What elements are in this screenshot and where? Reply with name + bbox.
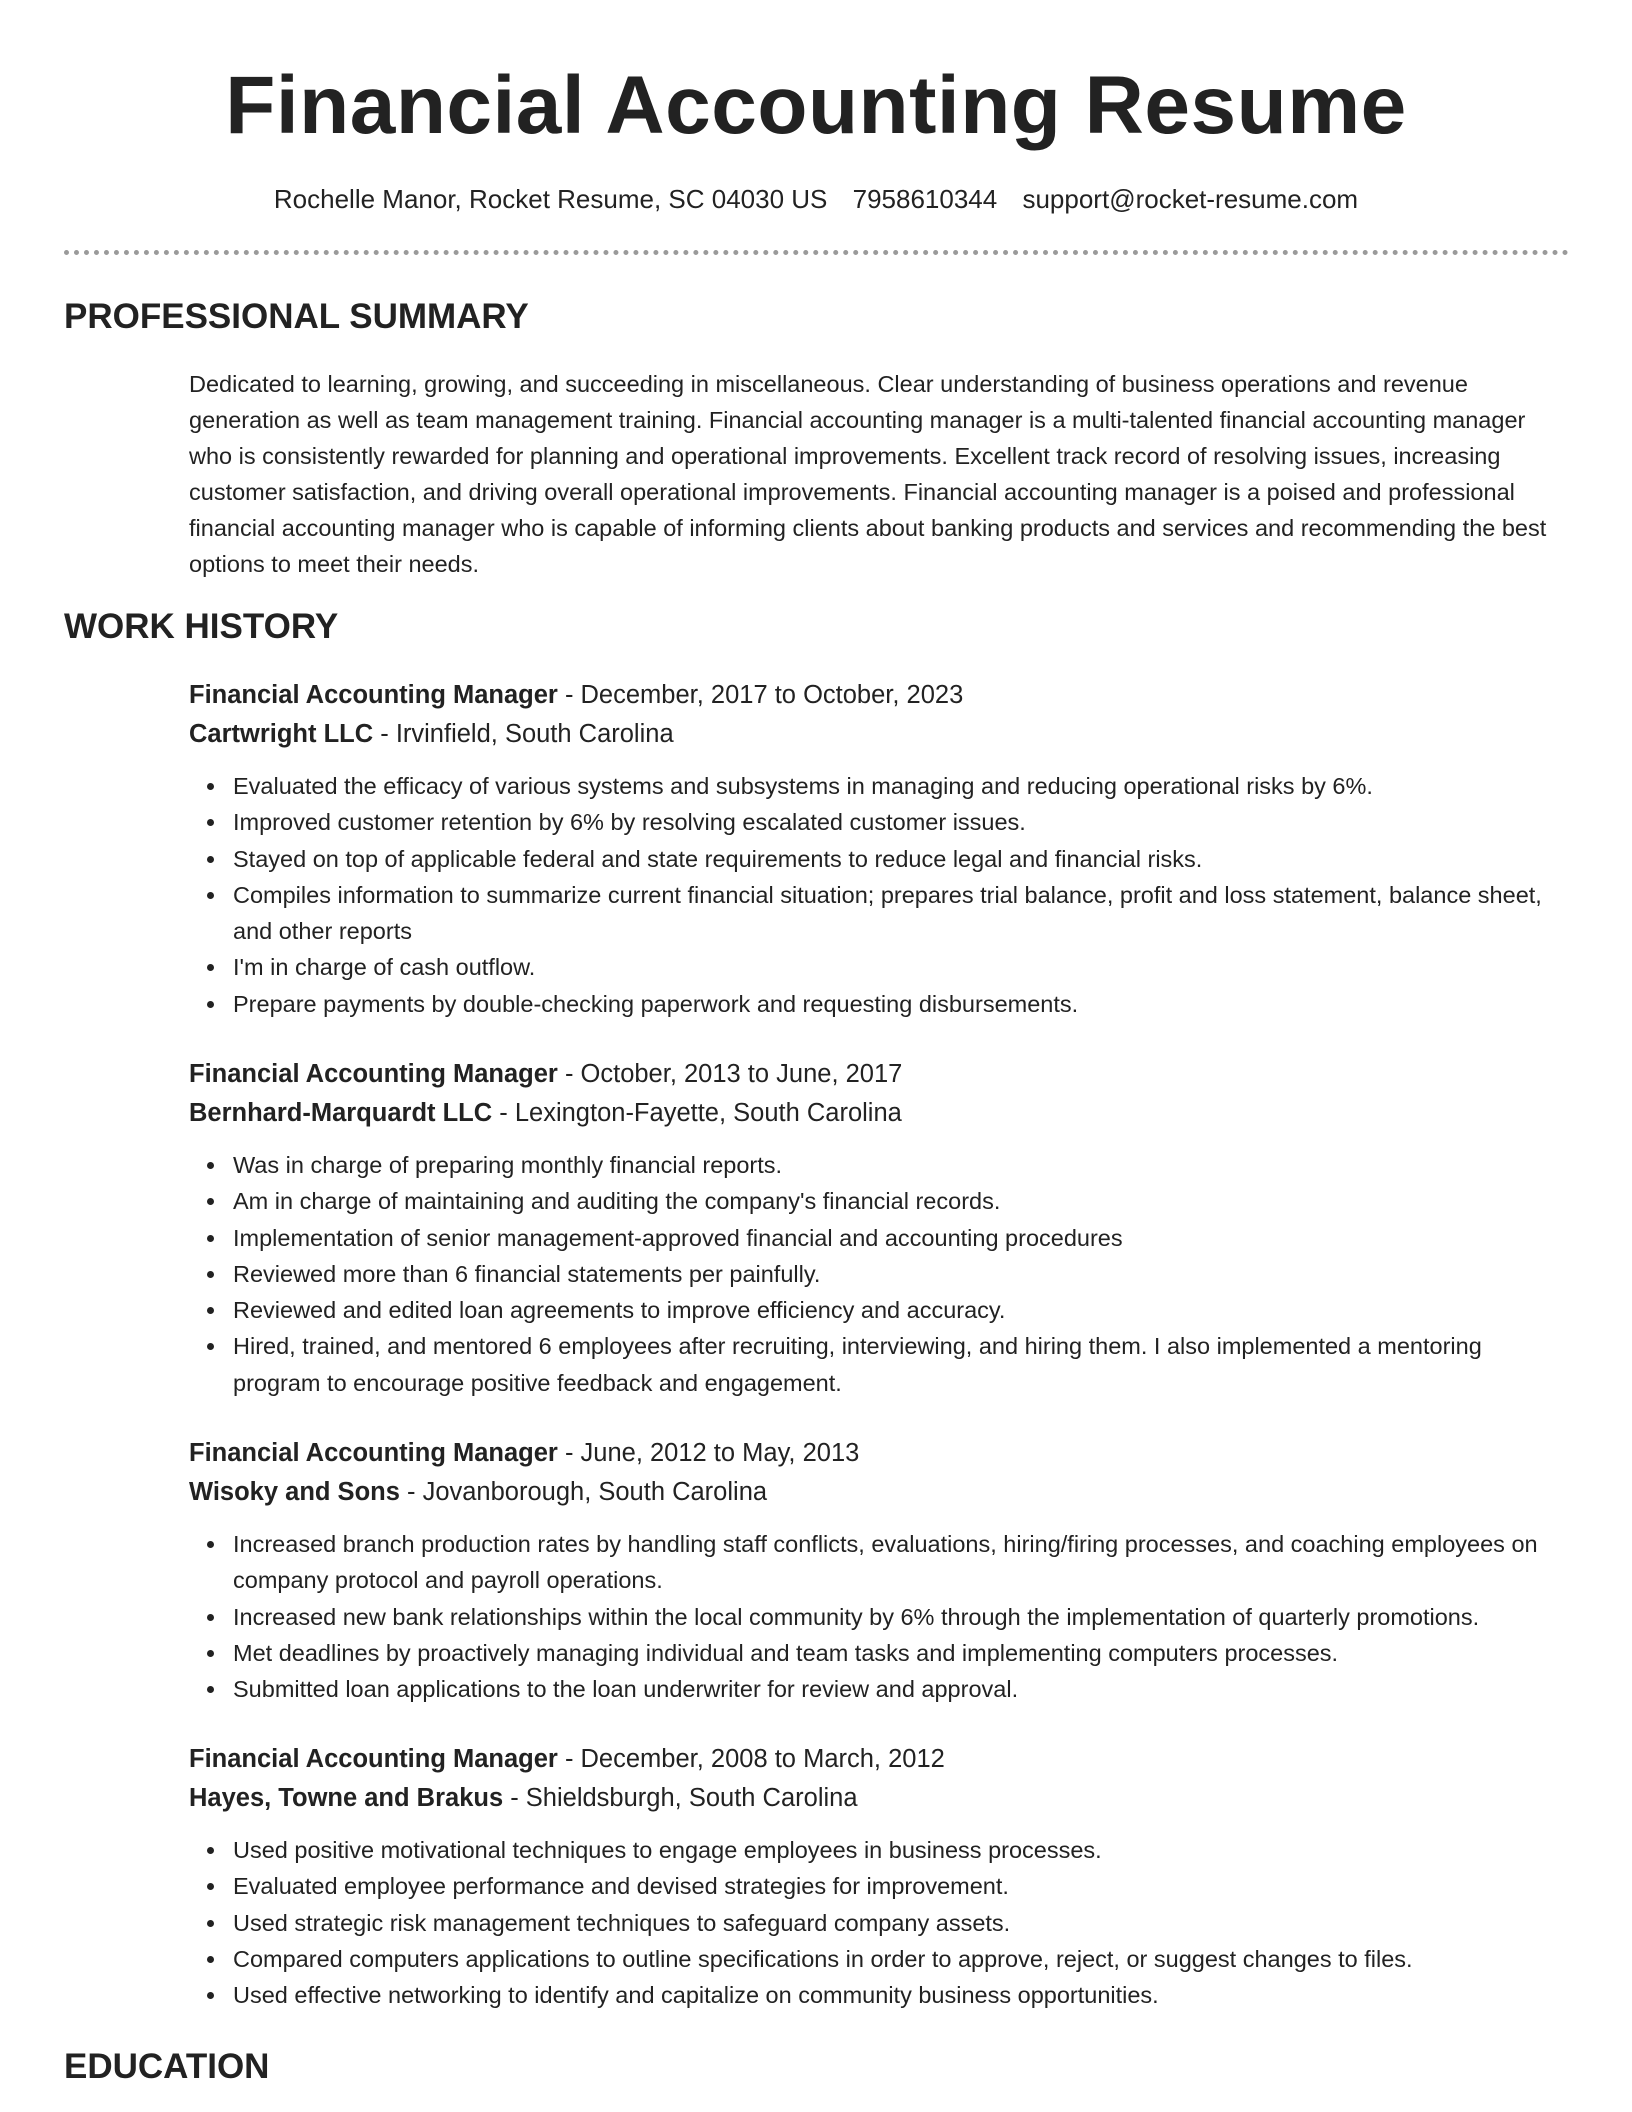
job-entry	[189, 1055, 1569, 1401]
job-company-line	[189, 1473, 1569, 1512]
job-title-line	[189, 676, 1569, 715]
job-bullet	[189, 1220, 1569, 1256]
job-bullet	[189, 1635, 1569, 1671]
job-bullet	[189, 986, 1569, 1022]
bullet-dot-icon	[207, 1235, 214, 1242]
header-divider	[64, 250, 1569, 255]
bullet-dot-icon	[207, 1686, 214, 1693]
job-bullet	[189, 1941, 1569, 1977]
bullet-dot-icon	[207, 1956, 214, 1963]
job-bullet	[189, 1905, 1569, 1941]
bullet-dot-icon	[207, 1198, 214, 1205]
contact-phone: 7958610344	[852, 184, 998, 214]
job-bullet-text: Evaluated employee performance and devised strategies for improvement.	[233, 1873, 1009, 1900]
job-bullet-text: I'm in charge of cash outflow.	[233, 954, 536, 981]
job-title-line	[189, 1434, 1569, 1473]
job-bullet-text: Compiles information to summarize current financial situation; prepares trial balance, profit and loss statement, balance sheet, and other reports	[233, 881, 1542, 945]
bullet-dot-icon	[207, 1614, 214, 1621]
job-location: - Shieldsburgh, South Carolina	[503, 1784, 858, 1812]
job-bullet-text: Was in charge of preparing monthly financial reports.	[233, 1152, 783, 1178]
bullet-dot-icon	[207, 1883, 214, 1890]
job-bullet-text: Submitted loan applications to the loan underwriter for review and approval.	[233, 1676, 1019, 1703]
bullet-dot-icon	[207, 1271, 214, 1278]
contact-email: support@rocket-resume.com	[1022, 184, 1359, 214]
job-dates: - December, 2017 to October, 2023	[557, 681, 964, 709]
bullet-dot-icon	[207, 1307, 214, 1314]
bullet-dot-icon	[207, 1920, 214, 1927]
job-bullet-text: Am in charge of maintaining and auditing the company's financial records.	[233, 1188, 1001, 1215]
job-bullet	[189, 877, 1569, 950]
job-location: - Lexington-Fayette, South Carolina	[492, 1099, 902, 1127]
bullet-dot-icon	[207, 856, 214, 863]
job-bullet-list	[189, 1147, 1569, 1401]
job-bullet	[189, 1292, 1569, 1328]
job-title-line	[189, 1055, 1569, 1094]
job-bullet-text: Improved customer retention by 6% by resolving escalated customer issues.	[233, 809, 1026, 836]
job-company: Hayes, Towne and Brakus	[189, 1784, 504, 1812]
job-bullet-text: Reviewed more than 6 financial statements per painfully.	[233, 1260, 821, 1287]
job-bullet	[189, 768, 1569, 804]
job-location: - Jovanborough, South Carolina	[399, 1478, 768, 1506]
job-title-line	[189, 1740, 1569, 1779]
job-bullet	[189, 841, 1569, 877]
resume-title: Financial Accounting Resume	[225, 60, 1407, 151]
job-dates: - December, 2008 to March, 2012	[557, 1745, 945, 1773]
job-bullet-text: Compared computers applications to outline specifications in order to approve, reject, or suggest changes to files.	[233, 1945, 1413, 1972]
professional-summary-text: Dedicated to learning, growing, and succeeding in miscellaneous. Clear understanding of business operations and revenue generation as well as team management training. Financial accounting manager is a multi-talented financial accounting manager who is consistently rewarded for planning and operational improvements. Excellent track record of resolving issues, increasing customer satisfaction, and driving overall operational improvements. Financial accounting manager is a poised and professional financial accounting manager who is capable of informing clients about banking products and services and recommending the best options to meet their needs.	[189, 371, 1547, 577]
contact-address: Rochelle Manor, Rocket Resume, SC 04030 US	[273, 184, 828, 214]
job-bullet	[189, 1671, 1569, 1707]
job-bullet	[189, 1147, 1569, 1183]
job-bullet-text: Implementation of senior management-approved financial and accounting procedures	[233, 1224, 1123, 1251]
job-title: Financial Accounting Manager	[189, 1745, 558, 1773]
job-bullet	[189, 1183, 1569, 1219]
job-bullet	[189, 1256, 1569, 1292]
job-bullet	[189, 804, 1569, 840]
bullet-dot-icon	[207, 964, 214, 971]
bullet-dot-icon	[207, 1650, 214, 1657]
job-bullet-text: Increased new bank relationships within the local community by 6% through the implementation of quarterly promotions.	[233, 1603, 1480, 1630]
job-entry	[189, 676, 1569, 1022]
job-title: Financial Accounting Manager	[189, 681, 558, 709]
job-entry	[189, 1434, 1569, 1707]
bullet-dot-icon	[207, 783, 214, 790]
section-heading-work-history: WORK HISTORY	[64, 607, 339, 646]
job-bullet-list	[189, 1832, 1569, 2013]
job-bullet-text: Met deadlines by proactively managing individual and team tasks and implementing computers processes.	[233, 1639, 1339, 1666]
job-bullet-text: Used strategic risk management techniques to safeguard company assets.	[233, 1909, 1011, 1936]
job-bullet	[189, 1868, 1569, 1904]
bullet-dot-icon	[207, 1162, 214, 1169]
bullet-dot-icon	[207, 1992, 214, 1999]
job-bullet	[189, 1599, 1569, 1635]
bullet-dot-icon	[207, 1847, 214, 1854]
job-bullet-text: Used positive motivational techniques to engage employees in business processes.	[233, 1837, 1102, 1863]
job-title: Financial Accounting Manager	[189, 1060, 558, 1088]
job-company-line	[189, 715, 1569, 754]
section-heading-education: EDUCATION	[64, 2047, 270, 2086]
job-location: - Irvinfield, South Carolina	[373, 720, 674, 748]
job-title: Financial Accounting Manager	[189, 1439, 558, 1467]
job-bullet-text: Used effective networking to identify and capitalize on community business opportunities.	[233, 1982, 1159, 2009]
job-company: Wisoky and Sons	[189, 1478, 400, 1506]
job-company: Cartwright LLC	[189, 720, 374, 748]
bullet-dot-icon	[207, 1001, 214, 1008]
job-bullet-text: Evaluated the efficacy of various systems and subsystems in managing and reducing operational risks by 6%.	[233, 773, 1373, 799]
job-bullet	[189, 949, 1569, 985]
bullet-dot-icon	[207, 892, 214, 899]
job-bullet-text: Prepare payments by double-checking paperwork and requesting disbursements.	[233, 990, 1079, 1017]
bullet-dot-icon	[207, 819, 214, 826]
job-company-line	[189, 1094, 1569, 1133]
job-company-line	[189, 1779, 1569, 1818]
contact-line	[0, 182, 1632, 216]
job-bullet	[189, 1526, 1569, 1599]
job-entry	[189, 1740, 1569, 2013]
section-heading-professional-summary: PROFESSIONAL SUMMARY	[64, 297, 529, 336]
bullet-dot-icon	[207, 1541, 214, 1548]
job-bullet-text: Stayed on top of applicable federal and state requirements to reduce legal and financial risks.	[233, 845, 1203, 872]
job-dates: - June, 2012 to May, 2013	[557, 1439, 860, 1467]
job-bullet-list	[189, 1526, 1569, 1707]
job-bullet	[189, 1328, 1569, 1401]
job-bullet-text: Hired, trained, and mentored 6 employees after recruiting, interviewing, and hiring them. I also implemented a mentoring program to encourage positive feedback and engagement.	[233, 1333, 1482, 1396]
job-bullet	[189, 1977, 1569, 2013]
job-bullet	[189, 1832, 1569, 1868]
job-dates: - October, 2013 to June, 2017	[557, 1060, 903, 1088]
job-bullet-text: Increased branch production rates by handling staff conflicts, evaluations, hiring/firing processes, and coaching employees on company protocol and payroll operations.	[233, 1531, 1538, 1594]
bullet-dot-icon	[207, 1343, 214, 1350]
job-bullet-text: Reviewed and edited loan agreements to improve efficiency and accuracy.	[233, 1297, 1006, 1324]
job-bullet-list	[189, 768, 1569, 1022]
job-company: Bernhard-Marquardt LLC	[189, 1099, 493, 1127]
